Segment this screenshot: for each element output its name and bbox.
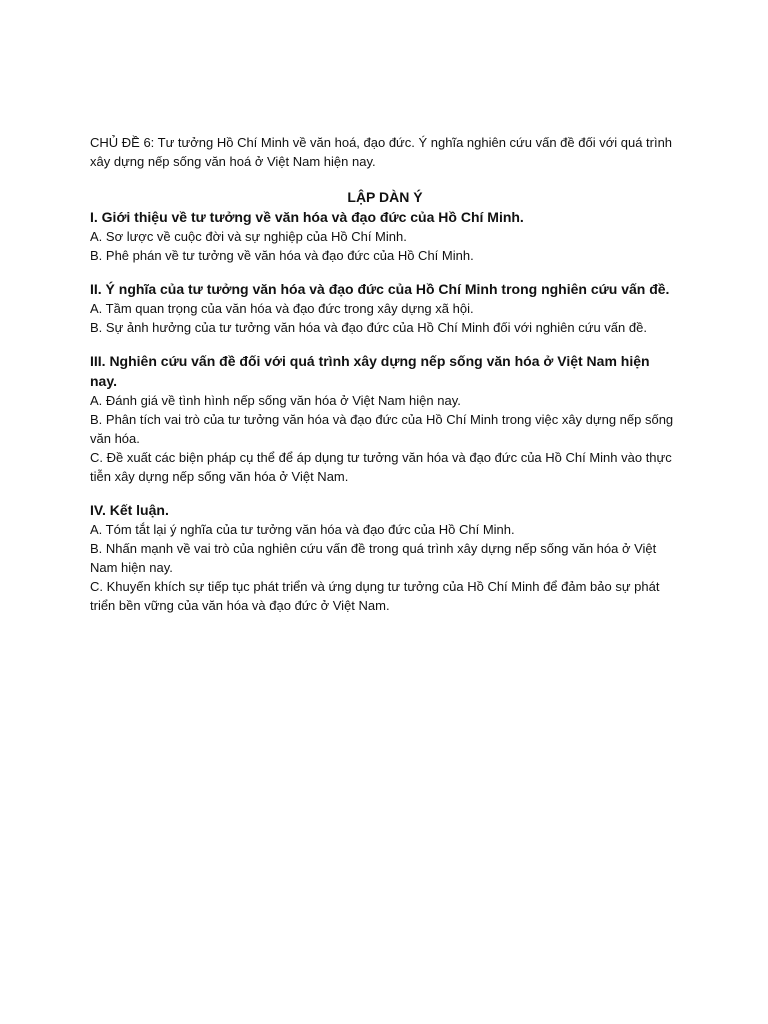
outline-title: LẬP DÀN Ý	[347, 189, 423, 205]
section-2	[90, 279, 680, 337]
section-heading: II. Ý nghĩa của tư tưởng văn hóa và đạo đức của Hồ Chí Minh trong nghiên cứu vấn đề.	[90, 281, 670, 297]
section-item: B. Sự ảnh hưởng của tư tưởng văn hóa và đạo đức của Hồ Chí Minh đối với nghiên cứu vấn đề.	[90, 320, 647, 335]
section-4	[90, 500, 680, 615]
section-item: C. Đề xuất các biện pháp cụ thể để áp dụng tư tưởng văn hóa và đạo đức của Hồ Chí Minh vào thực tiễn xây dựng nếp sống văn hóa ở Việt Nam.	[90, 450, 672, 484]
section-3	[90, 351, 680, 486]
section-item: B. Nhấn mạnh về vai trò của nghiên cứu vấn đề trong quá trình xây dựng nếp sống văn hóa ở Việt Nam hiện nay.	[90, 541, 657, 575]
section-heading: IV. Kết luận.	[90, 502, 169, 518]
section-heading: I. Giới thiệu về tư tưởng về văn hóa và đạo đức của Hồ Chí Minh.	[90, 209, 524, 225]
section-item: B. Phê phán về tư tưởng về văn hóa và đạo đức của Hồ Chí Minh.	[90, 248, 474, 263]
section-item: A. Tầm quan trọng của văn hóa và đạo đức trong xây dựng xã hội.	[90, 301, 474, 316]
section-heading: III. Nghiên cứu vấn đề đối với quá trình xây dựng nếp sống văn hóa ở Việt Nam hiện nay.	[90, 353, 650, 389]
section-item: C. Khuyến khích sự tiếp tục phát triển và ứng dụng tư tưởng của Hồ Chí Minh để đảm bảo sự phát triển bền vững của văn hóa và đạo đức ở Việt Nam.	[90, 579, 660, 613]
section-item: A. Đánh giá về tình hình nếp sống văn hóa ở Việt Nam hiện nay.	[90, 393, 461, 408]
document-page	[90, 133, 680, 629]
topic-title: CHỦ ĐỀ 6: Tư tưởng Hồ Chí Minh về văn hoá, đạo đức. Ý nghĩa nghiên cứu vấn đề đối với quá trình xây dựng nếp sống văn hoá ở Việt Nam hiện nay.	[90, 135, 673, 169]
section-1	[90, 207, 680, 265]
section-item: A. Tóm tắt lại ý nghĩa của tư tưởng văn hóa và đạo đức của Hồ Chí Minh.	[90, 522, 515, 537]
section-item: B. Phân tích vai trò của tư tưởng văn hóa và đạo đức của Hồ Chí Minh trong việc xây dựng nếp sống văn hóa.	[90, 412, 674, 446]
section-item: A. Sơ lược về cuộc đời và sự nghiệp của Hồ Chí Minh.	[90, 229, 407, 244]
